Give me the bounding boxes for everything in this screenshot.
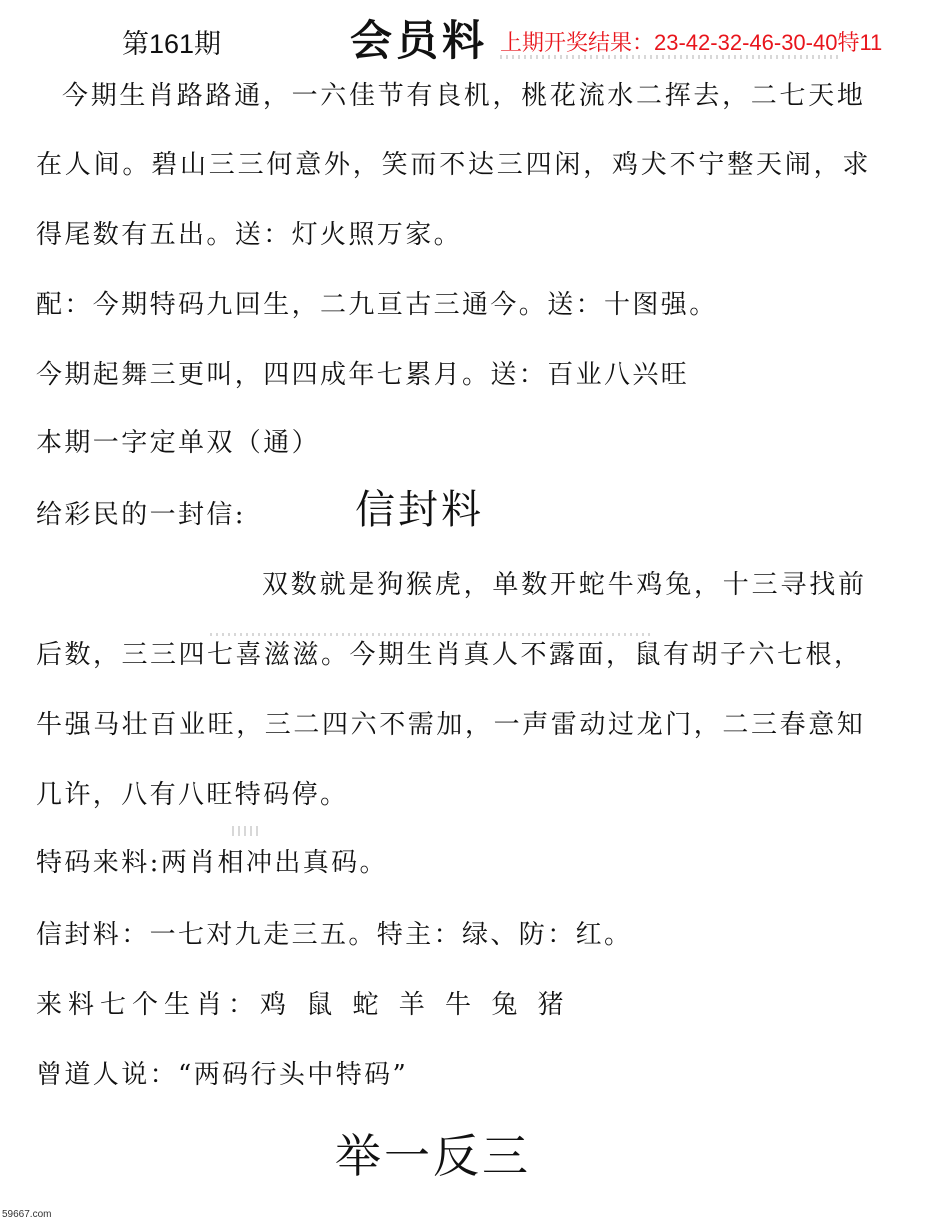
zodiac-list-line: 来料七个生肖：鸡 鼠 蛇 羊 牛 兔 猪 xyxy=(36,990,570,1020)
scan-noise xyxy=(232,826,262,836)
letter-line-3: 牛强马壮百业旺，三二四六不需加，一声雷动过龙门，二三春意知 xyxy=(36,710,866,740)
riddle-line-2: 在人间。碧山三三何意外，笑而不达三四闲，鸡犬不宁整天闹，求 xyxy=(36,150,872,180)
letter-line-2: 后数，三三四七喜滋滋。今期生肖真人不露面，鼠有胡子六七根， xyxy=(36,640,863,670)
quote-line: 曾道人说：“两码行头中特码” xyxy=(36,1060,409,1090)
letter-line-1: 双数就是狗猴虎，单数开蛇牛鸡兔，十三寻找前 xyxy=(262,570,867,600)
last-draw-result: 上期开奖结果：23-42-32-46-30-40特11 xyxy=(500,30,883,55)
odd-even-line: 本期一字定单双（通） xyxy=(36,428,321,458)
issue-number: 第161期 xyxy=(122,29,222,59)
scan-noise xyxy=(500,55,840,59)
envelope-heading: 信封料 xyxy=(355,487,484,533)
pairing-line: 配：今期特码九回生，二九亘古三通今。送：十图强。 xyxy=(36,290,718,320)
letter-intro-line: 给彩民的一封信: xyxy=(36,500,246,530)
scan-noise xyxy=(210,633,650,636)
envelope-code-line: 信封料：一七对九走三五。特主：绿、防：红。 xyxy=(36,920,633,950)
site-watermark: 59667.com xyxy=(2,1209,52,1220)
riddle-line-1: 今期生肖路路通，一六佳节有良机，桃花流水二挥去，二七天地 xyxy=(62,81,866,111)
closing-phrase: 举一反三 xyxy=(335,1129,531,1183)
dance-line: 今期起舞三更叫，四四成年七累月。送：百业八兴旺 xyxy=(36,360,690,390)
special-code-line: 特码来料:两肖相冲出真码。 xyxy=(36,848,388,878)
riddle-line-3: 得尾数有五出。送：灯火照万家。 xyxy=(36,220,463,250)
page-title: 会员料 xyxy=(350,16,489,65)
letter-line-4: 几许，八有八旺特码停。 xyxy=(36,780,349,810)
